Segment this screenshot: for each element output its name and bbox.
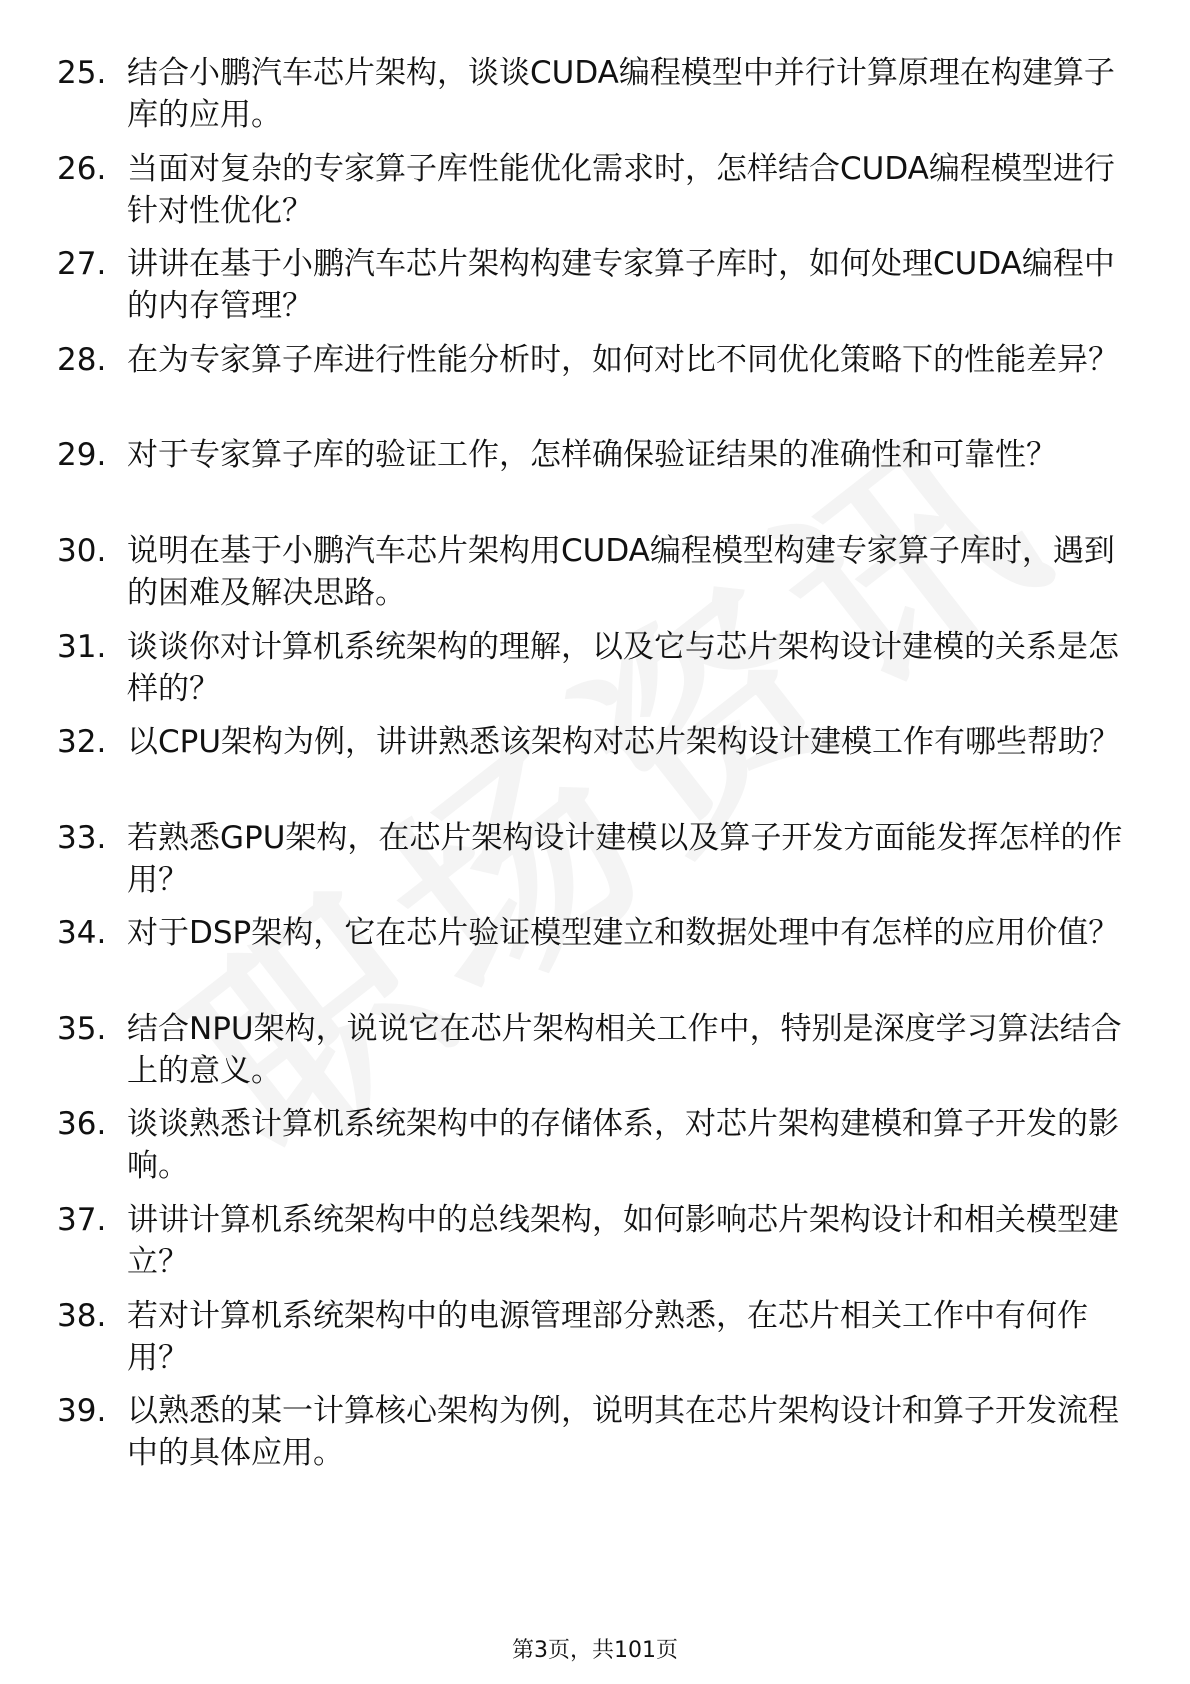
- question-text: 讲讲计算机系统架构中的总线架构，如何影响芯片架构设计和相关模型建立？: [127, 1202, 1119, 1280]
- question-number: 36.: [57, 1106, 107, 1142]
- question-number: 39.: [57, 1393, 107, 1429]
- question-number: 31.: [57, 629, 107, 665]
- question-text: 谈谈你对计算机系统架构的理解，以及它与芯片架构设计建模的关系是怎样的？: [127, 629, 1119, 707]
- question-text: 当面对复杂的专家算子库性能优化需求时，怎样结合CUDA编程模型进行针对性优化？: [127, 151, 1115, 229]
- question-number: 29.: [57, 437, 107, 473]
- question-number: 35.: [57, 1011, 107, 1047]
- question-number: 37.: [57, 1202, 107, 1238]
- question-text: 说明在基于小鹏汽车芯片架构用CUDA编程模型构建专家算子库时，遇到的困难及解决思路。: [127, 533, 1115, 611]
- question-text: 若对计算机系统架构中的电源管理部分熟悉，在芯片相关工作中有何作用？: [127, 1298, 1088, 1376]
- page-number-label: 第3页，共101页: [512, 1638, 678, 1663]
- question-text: 对于专家算子库的验证工作，怎样确保验证结果的准确性和可靠性？: [127, 437, 1057, 473]
- question-number: 38.: [57, 1298, 107, 1334]
- question-number: 26.: [57, 151, 107, 187]
- question-number: 33.: [57, 820, 107, 856]
- question-number: 30.: [57, 533, 107, 569]
- page-footer: [0, 1636, 1190, 1666]
- question-text: 以熟悉的某一计算核心架构为例，说明其在芯片架构设计和算子开发流程中的具体应用。: [127, 1393, 1119, 1471]
- question-text: 若熟悉GPU架构，在芯片架构设计建模以及算子开发方面能发挥怎样的作用？: [127, 820, 1123, 898]
- question-text: 在为专家算子库进行性能分析时，如何对比不同优化策略下的性能差异？: [127, 342, 1119, 378]
- question-text: 以CPU架构为例，讲讲熟悉该架构对芯片架构设计建模工作有哪些帮助？: [127, 724, 1121, 760]
- question-text: 结合小鹏汽车芯片架构，谈谈CUDA编程模型中并行计算原理在构建算子库的应用。: [127, 55, 1115, 133]
- question-number: 28.: [57, 342, 107, 378]
- question-number: 27.: [57, 246, 107, 282]
- question-text: 谈谈熟悉计算机系统架构中的存储体系，对芯片架构建模和算子开发的影响。: [127, 1106, 1119, 1184]
- question-text: 对于DSP架构，它在芯片验证模型建立和数据处理中有怎样的应用价值？: [127, 915, 1120, 951]
- question-number: 25.: [57, 55, 107, 91]
- question-text: 结合NPU架构，说说它在芯片架构相关工作中，特别是深度学习算法结合上的意义。: [127, 1011, 1122, 1089]
- question-number: 32.: [57, 724, 107, 760]
- question-number: 34.: [57, 915, 107, 951]
- question-text: 讲讲在基于小鹏汽车芯片架构构建专家算子库时，如何处理CUDA编程中的内存管理？: [127, 246, 1115, 324]
